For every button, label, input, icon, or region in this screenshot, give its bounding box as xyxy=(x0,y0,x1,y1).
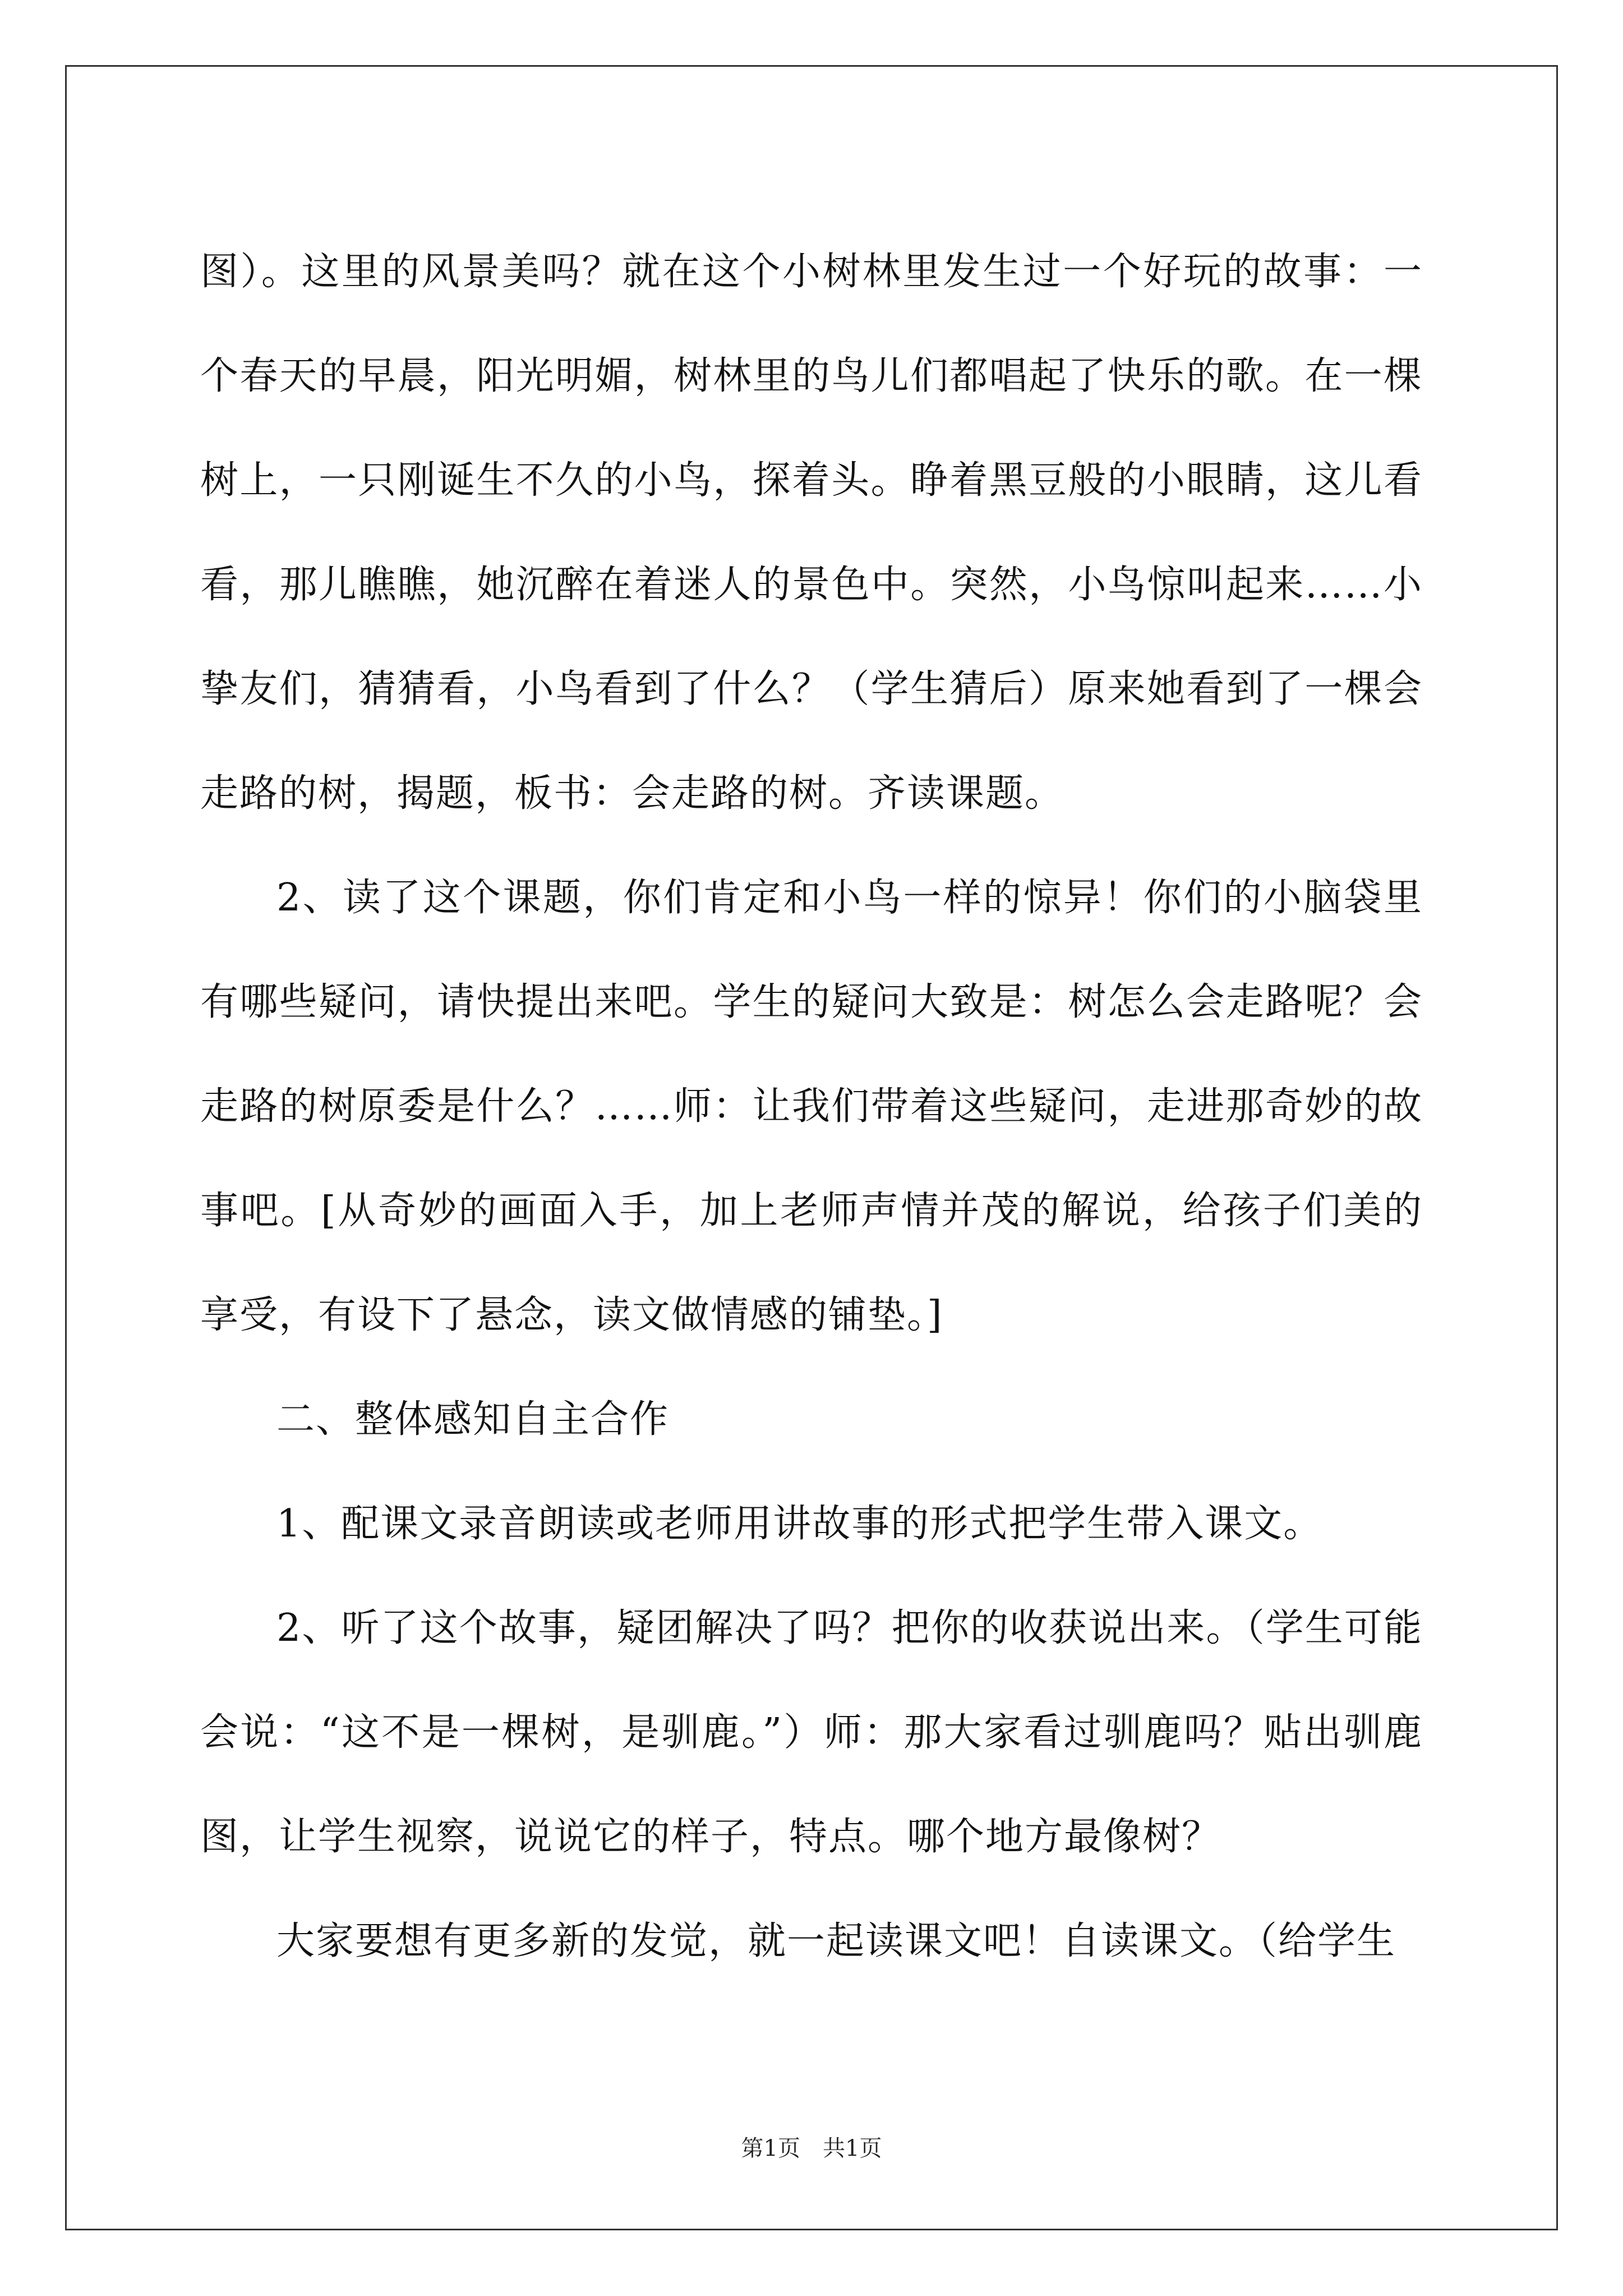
paragraph-step-1: 1、配课文录音朗读或老师用讲故事的形式把学生带入课文。 xyxy=(276,1502,1323,1546)
page-footer: 第1页 共1页 xyxy=(741,2136,882,2161)
paragraph-questions: 2、读了这个课题，你们肯定和小鸟一样的惊异！你们的小脑袋里有哪些疑问，请快提出来吧。学生的疑问大致是：树怎么会走路呢？会走路的树原委是什么？……师：让我们带着这些疑问，走进那奇妙的故事吧。[从奇妙的画面入手，加上老师声情并茂的解说，给孩子们美的享受，有设下了悬念，读文做情感的铺垫。] xyxy=(200,876,1423,1337)
paragraph-step-2: 2、听了这个故事，疑团解决了吗？把你的收获说出来。（学生可能会说：“这不是一棵树，是驯鹿。”）师：那大家看过驯鹿吗？贴出驯鹿图，让学生视察，说说它的样子，特点。哪个地方最像树？ xyxy=(200,1606,1423,1859)
document-body xyxy=(200,220,1423,1994)
paragraph-story-intro: 图）。这里的风景美吗？就在这个小树林里发生过一个好玩的故事：一个春天的早晨，阳光明媚，树林里的鸟儿们都唱起了快乐的歌。在一棵树上，一只刚诞生不久的小鸟，探着头。睁着黑豆般的小眼睛，这儿看看，那儿瞧瞧，她沉醉在着迷人的景色中。突然，小鸟惊叫起来……小挚友们，猜猜看，小鸟看到了什么？（学生猜后）原来她看到了一棵会走路的树，揭题，板书：会走路的树。齐读课题。 xyxy=(200,250,1423,816)
section-heading-overall-perception: 二、整体感知自主合作 xyxy=(276,1397,670,1442)
paragraph-self-reading: 大家要想有更多新的发觉，就一起读课文吧！自读课文。（给学生 xyxy=(276,1919,1396,1963)
